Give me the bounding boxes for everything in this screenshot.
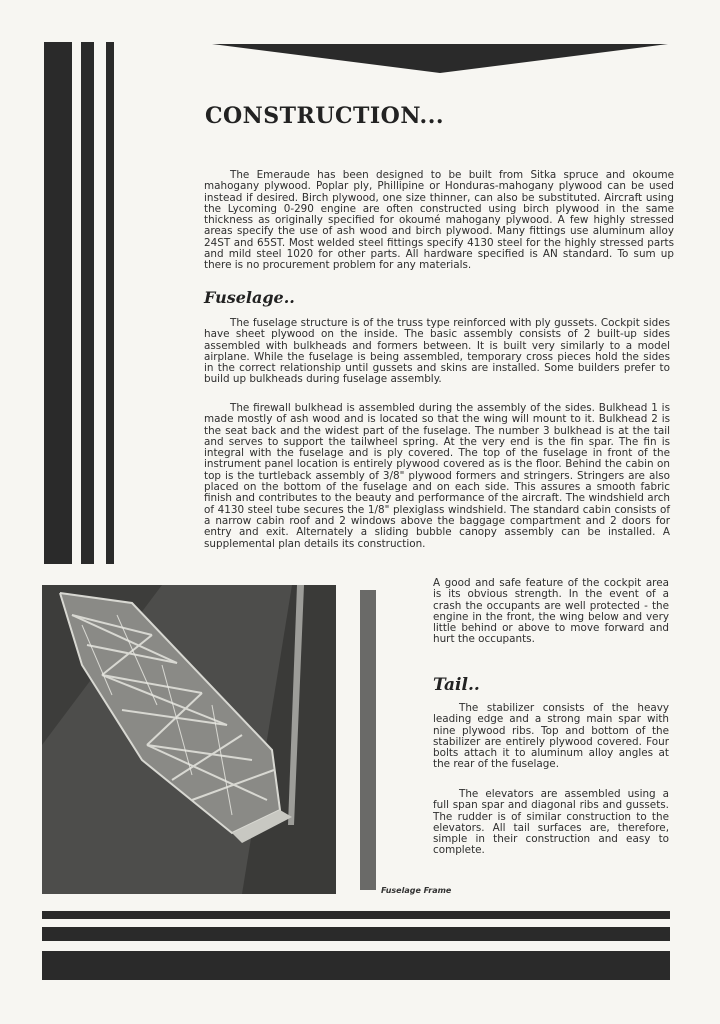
photo-caption: Fuselage Frame [381, 886, 452, 895]
fuselage-heading: Fuselage.. [204, 288, 295, 307]
bottom-rule-thick [42, 951, 670, 980]
left-stripe-middle [81, 42, 94, 564]
fuselage-paragraph-1: The fuselage structure is of the truss type reinforced with ply gussets. Cockpit sides have sheet plywood on the inside. The basic assembly consists of 2 built-up sides assembled with bulkheads and formers between. It is built very similarly to a model airplane. While the fuselage is being assembled, temporary cross pieces hold the sides in the correct relationship until gussets and skins are installed. Some builders prefer to build up bulkheads during fuselage assembly. [204, 317, 670, 386]
left-stripe-wide [44, 42, 72, 564]
tail-paragraph-1: The stabilizer consists of the heavy leading edge and a strong main spar with nine plywood ribs. Top and bottom of the stabilizer are entirely plywood covered. Four bolts attach it to aluminum alloy angles at the rear of the fuselage. [433, 702, 669, 771]
page-title: CONSTRUCTION... [205, 103, 445, 129]
bottom-rule-medium [42, 927, 670, 941]
fuselage-paragraph-3: A good and safe feature of the cockpit area is its obvious strength. In the event of a crash the occupants are well protected - the engine in the front, the wing below and very little behind or above to move forward and hurt the occupants. [433, 577, 669, 646]
bottom-rule-thin [42, 911, 670, 919]
tail-paragraph-2: The elevators are assembled using a full span spar and diagonal ribs and gussets. The rudder is of similar construction to the elevators. All tail surfaces are, therefore, simple in their construction and easy to complete. [433, 788, 669, 857]
left-stripe-narrow [106, 42, 114, 564]
tail-heading: Tail.. [433, 675, 480, 695]
intro-paragraph: The Emeraude has been designed to be built from Sitka spruce and okoume mahogany plywood. Poplar ply, Phillipine or Honduras-mahogany plywood can be used instead if desired. Birch plywood, one size thinner, can also be substituted. Aircraft using the Lycoming 0-290 engine are often constructed using birch plywood in the same thickness as originally specified for okoumé mahogany plywood. A few highly stressed areas specify the use of ash wood and birch plywood. Many fittings use aluminum alloy 24ST and 65ST. Most welded steel fittings specify 4130 steel for the highly stressed parts and mild steel 1020 for other parts. All hardware specified is AN standard. To sum up there is no procurement problem for any materials. [204, 169, 674, 272]
header-wedge [212, 42, 668, 74]
photo-side-stripe [360, 590, 376, 890]
fuselage-frame-photo [42, 585, 336, 894]
fuselage-paragraph-2: The firewall bulkhead is assembled during the assembly of the sides. Bulkhead 1 is made mostly of ash wood and is located so that the wing will mount to it. Bulkhead 2 is the seat back and the widest part of the fuselage. The number 3 bulkhead is at the tail and serves to support the tailwheel spring. At the very end is the fin spar. The fin is integral with the fuselage and is ply covered. The top of the fuselage in front of the instrument panel location is entirely plywood covered as is the floor. Behind the cabin on top is the turtleback assembly of 3/8" plywood formers and stringers. Stringers are also placed on the bottom of the fuselage and on each side. This assures a smooth fabric finish and contributes to the beauty and performance of the aircraft. The windshield arch of 4130 steel tube secures the 1/8" plexiglass windshield. The standard cabin consists of a narrow cabin roof and 2 windows above the baggage compartment and 2 doors for entry and exit. Alternately a sliding bubble canopy assembly can be installed. A supplemental plan details its construction. [204, 402, 670, 550]
